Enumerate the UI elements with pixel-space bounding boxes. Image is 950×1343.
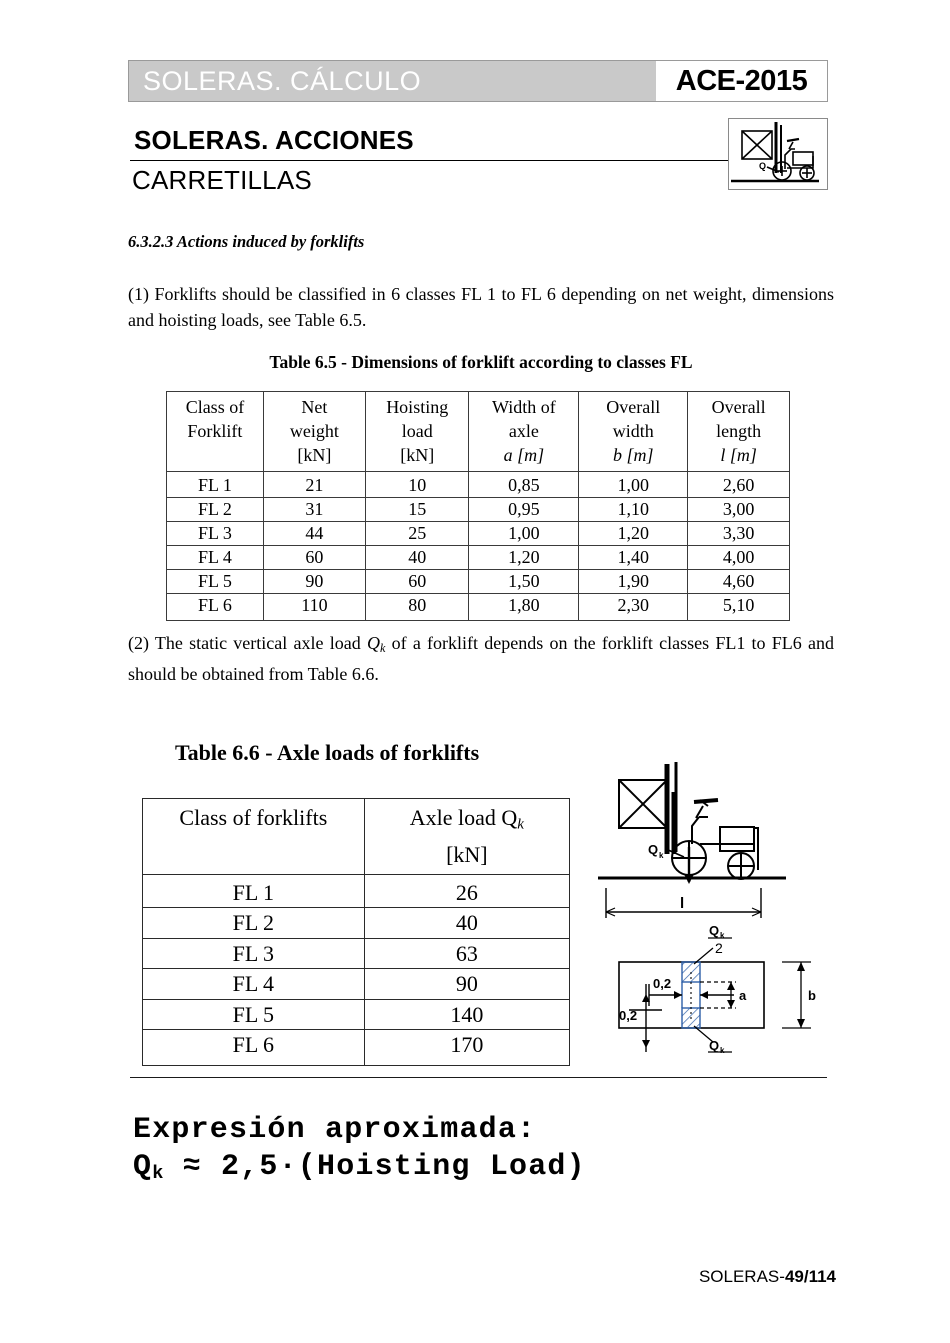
- header-banner-right: [656, 61, 827, 101]
- header-line-2: Forklift: [187, 421, 243, 441]
- expression-line-2: [133, 1150, 586, 1184]
- diagram-label-02-vertical: 0,2: [619, 1008, 638, 1023]
- header-line-2: length: [716, 421, 762, 441]
- table-65-header-cell: [688, 392, 790, 472]
- paragraph-2-pre: (2) The static vertical axle load: [128, 633, 367, 653]
- title-divider: [130, 160, 828, 161]
- table-cell: FL 3: [143, 938, 365, 969]
- diagram-label-02-horizontal: 0,2: [653, 976, 672, 991]
- table-cell: 3,00: [688, 498, 790, 522]
- header-line-2: [kN]: [446, 841, 488, 867]
- header-line-3: b [m]: [613, 445, 654, 465]
- header-line-1: Net: [301, 397, 328, 417]
- table-cell: 1,80: [469, 594, 579, 621]
- table-cell: 40: [365, 546, 469, 570]
- table-cell: 1,10: [579, 498, 688, 522]
- table-row: [167, 472, 790, 498]
- table-cell: 0,85: [469, 472, 579, 498]
- expression-line-1: Expresión aproximada:: [133, 1113, 537, 1147]
- header-line-2: width: [612, 421, 654, 441]
- table-cell: 44: [263, 522, 365, 546]
- table-row: [143, 874, 570, 908]
- table-cell: 60: [365, 570, 469, 594]
- table-row: [167, 594, 790, 621]
- table-cell: 1,90: [579, 570, 688, 594]
- axle-load-subscript: k: [517, 816, 524, 833]
- table-cell: FL 4: [143, 969, 365, 1000]
- header-line-1: Hoisting: [386, 397, 449, 417]
- header-banner: [128, 60, 828, 102]
- table-row: [143, 999, 570, 1030]
- table-66-caption: Table 6.6 - Axle loads of forklifts: [175, 740, 480, 765]
- svg-text:k: k: [720, 931, 725, 940]
- header-line-2: load: [401, 421, 433, 441]
- header-banner-title: SOLERAS. CÁLCULO: [143, 65, 422, 96]
- table-cell: FL 1: [143, 874, 365, 908]
- table-cell: FL 3: [167, 522, 264, 546]
- table-66-header-class: [143, 799, 365, 875]
- table-cell: 170: [364, 1030, 569, 1066]
- table-cell: 2,30: [579, 594, 688, 621]
- table-row: [143, 908, 570, 939]
- header-line-3: [kN]: [297, 445, 332, 465]
- table-65-header-cell: [469, 392, 579, 472]
- table-cell: FL 5: [167, 570, 264, 594]
- forklift-axle-load-diagram: [596, 762, 836, 1062]
- diagram-label-b: b: [808, 988, 816, 1003]
- table-cell: 110: [263, 594, 365, 621]
- table-cell: 4,60: [688, 570, 790, 594]
- paragraph-2-symbol: Q: [366, 633, 380, 653]
- table-cell: 15: [365, 498, 469, 522]
- table-cell: FL 6: [167, 594, 264, 621]
- table-cell: 80: [365, 594, 469, 621]
- table-cell: 26: [364, 874, 569, 908]
- table-cell: FL 1: [167, 472, 264, 498]
- table-row: [143, 938, 570, 969]
- table-66-body: [143, 874, 570, 1065]
- table-cell: 2,60: [688, 472, 790, 498]
- diagram-label-half-top: 2: [715, 940, 723, 956]
- diagram-label-qk-top: Q: [709, 923, 720, 938]
- table-row: [167, 546, 790, 570]
- table-cell: 1,00: [579, 472, 688, 498]
- table-cell: FL 5: [143, 999, 365, 1030]
- page-title: SOLERAS. ACCIONES: [134, 125, 414, 155]
- table-cell: 63: [364, 938, 569, 969]
- expression-symbol: Q: [133, 1150, 153, 1184]
- header-line-3: a [m]: [503, 445, 545, 465]
- table-66-header-axle-load: [364, 799, 569, 875]
- diagram-label-length: l: [680, 895, 685, 912]
- footer-label: SOLERAS-: [698, 1267, 785, 1286]
- paragraph-2: [128, 630, 834, 687]
- table-65-body: [167, 472, 790, 621]
- table-cell: 90: [364, 969, 569, 1000]
- table-cell: FL 6: [143, 1030, 365, 1066]
- table-cell: 3,30: [688, 522, 790, 546]
- header-banner-left: [129, 61, 656, 101]
- table-cell: 25: [365, 522, 469, 546]
- page-footer: [0, 1267, 836, 1287]
- table-cell: FL 2: [143, 908, 365, 939]
- svg-text:k: k: [659, 851, 664, 860]
- table-cell: 5,10: [688, 594, 790, 621]
- header-line-2: axle: [508, 421, 539, 441]
- table-row: [143, 969, 570, 1000]
- paragraph-1: (1) Forklifts should be classified in 6 classes FL 1 to FL 6 depending on net weight, dimensions and hoisting loads, see Table 6.5.: [128, 284, 834, 330]
- table-row: [167, 570, 790, 594]
- table-65-header-cell: [579, 392, 688, 472]
- table-cell: 140: [364, 999, 569, 1030]
- table-cell: 40: [364, 908, 569, 939]
- table-cell: FL 4: [167, 546, 264, 570]
- forklift-icon: [728, 118, 828, 190]
- header-line-1: Width of: [492, 397, 556, 417]
- header-line-1: Class of: [185, 397, 245, 417]
- table-cell: 4,00: [688, 546, 790, 570]
- table-cell: 1,50: [469, 570, 579, 594]
- table-65-header-cell: [167, 392, 264, 472]
- diagram-label-qk-side: Q: [648, 842, 659, 857]
- table-header-row: [167, 392, 790, 472]
- paragraph-2-post: of a forklift depends on the forklift classes FL1 to FL6 and should be obtained from Table 6.6.: [128, 633, 834, 685]
- page-subtitle: CARRETILLAS: [132, 165, 312, 195]
- table-65-header-cell: [263, 392, 365, 472]
- expression-subscript: k: [152, 1163, 164, 1185]
- table-row: [167, 498, 790, 522]
- table-axle-loads: [142, 798, 570, 1066]
- table-cell: 31: [263, 498, 365, 522]
- paragraph-2-subscript: k: [379, 641, 386, 656]
- header-line-1: Class of forklifts: [179, 805, 328, 830]
- header-line-1: Overall: [606, 397, 661, 417]
- table-65-header-cell: [365, 392, 469, 472]
- table-forklift-dimensions: [166, 391, 790, 621]
- svg-text:Q: Q: [759, 161, 767, 171]
- header-line-3: l [m]: [720, 445, 757, 465]
- diagram-label-a: a: [739, 988, 747, 1003]
- table-cell: 1,00: [469, 522, 579, 546]
- table-cell: 0,95: [469, 498, 579, 522]
- table-65-caption: Table 6.5 - Dimensions of forklift according to classes FL: [269, 352, 693, 372]
- svg-text:k: k: [720, 1046, 725, 1055]
- table-row: [167, 522, 790, 546]
- table-cell: 90: [263, 570, 365, 594]
- table-cell: 21: [263, 472, 365, 498]
- axle-load-label: Axle load Q: [409, 805, 518, 830]
- header-line-3: [kN]: [400, 445, 435, 465]
- table-cell: 1,20: [579, 522, 688, 546]
- section-heading: 6.3.2.3 Actions induced by forklifts: [128, 232, 365, 251]
- header-line-1: [367, 803, 567, 840]
- section-divider: [130, 1077, 827, 1078]
- header-line-2: [145, 832, 362, 861]
- table-row: [143, 1030, 570, 1066]
- table-cell: 10: [365, 472, 469, 498]
- header-line-2: weight: [289, 421, 339, 441]
- footer-page-number: 49/114: [784, 1267, 836, 1286]
- header-code-label: ACE-2015: [675, 64, 808, 97]
- table-cell: FL 2: [167, 498, 264, 522]
- table-cell: 1,40: [579, 546, 688, 570]
- diagram-label-qk-bottom: Q: [709, 1038, 720, 1053]
- table-cell: 60: [263, 546, 365, 570]
- expression-rest: ≈ 2,5·(Hoisting Load): [163, 1150, 586, 1184]
- header-line-1: Overall: [711, 397, 766, 417]
- table-cell: 1,20: [469, 546, 579, 570]
- table-header-row: [143, 799, 570, 875]
